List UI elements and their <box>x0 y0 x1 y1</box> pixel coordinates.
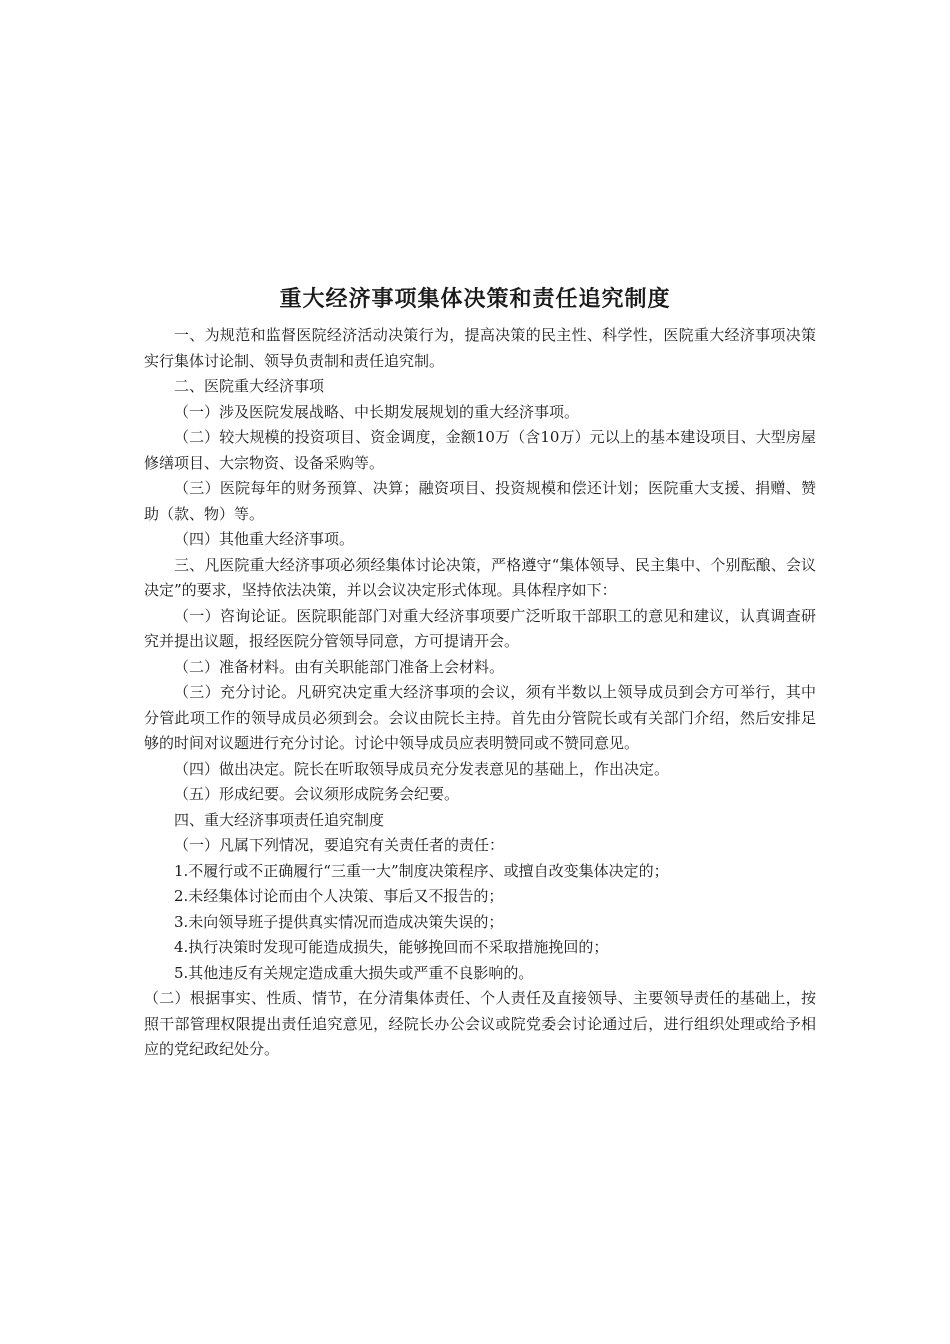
document-body <box>144 323 816 1063</box>
paragraph: （二）根据事实、性质、情节，在分清集体责任、个人责任及直接领导、主要领导责任的基础上，按照干部管理权限提出责任追究意见，经院长办公会议或院党委会讨论通过后，进行组织处理或给予相应的党纪政纪处分。 <box>144 989 816 1058</box>
paragraph: （四）做出决定。院长在听取领导成员充分发表意见的基础上，作出决定。 <box>174 759 670 778</box>
paragraph: （五）形成纪要。会议须形成院务会纪要。 <box>174 785 460 803</box>
paragraph: （二）较大规模的投资项目、资金调度，金额10万（含10万）元以上的基本建设项目、大型房屋修缮项目、大宗物资、设备采购等。 <box>144 428 816 472</box>
paragraph: 2.未经集体讨论而由个人决策、事后又不报告的； <box>174 887 504 905</box>
paragraph: 三、凡医院重大经济事项必须经集体讨论决策，严格遵守“集体领导、民主集中、个别酝酿、会议决定”的要求，坚持依法决策，并以会议决定形式体现。具体程序如下： <box>144 555 816 599</box>
paragraph: 4.执行决策时发现可能造成损失，能够挽回而不采取措施挽回的； <box>174 938 609 956</box>
paragraph: 四、重大经济事项责任追究制度 <box>174 810 385 829</box>
paragraph: （一）凡属下列情况，要追究有关责任者的责任： <box>174 836 505 854</box>
paragraph: 5.其他违反有关规定造成重大损失或严重不良影响的。 <box>174 963 534 982</box>
paragraph: 二、医院重大经济事项 <box>174 377 325 395</box>
paragraph: （一）咨询论证。医院职能部门对重大经济事项要广泛听取干部职工的意见和建议，认真调查研究并提出议题，报经医院分管领导同意，方可提请开会。 <box>144 606 816 650</box>
paragraph: （二）准备材料。由有关职能部门准备上会材料。 <box>174 657 505 676</box>
paragraph: 一、为规范和监督医院经济活动决策行为，提高决策的民主性、科学性，医院重大经济事项决策实行集体讨论制、领导负责制和责任追究制。 <box>144 326 816 370</box>
paragraph: （一）涉及医院发展战略、中长期发展规划的重大经济事项。 <box>174 402 580 421</box>
paragraph: （四）其他重大经济事项。 <box>174 530 355 548</box>
paragraph: 3.未向领导班子提供真实情况而造成决策失误的； <box>174 912 504 931</box>
document-title: 重大经济事项集体决策和责任追究制度 <box>279 287 671 312</box>
paragraph: （三）充分讨论。凡研究决定重大经济事项的会议，须有半数以上领导成员到会方可举行，其中分管此项工作的领导成员必须到会。会议由院长主持。首先由分管院长或有关部门介绍，然后安排足够的时间对议题进行充分讨论。讨论中领导成员应表明赞同或不赞同意见。 <box>144 683 816 752</box>
paragraph: （三）医院每年的财务预算、决算；融资项目、投资规模和偿还计划；医院重大支援、捐赠、赞助（款、物）等。 <box>144 479 816 523</box>
paragraph: 1.不履行或不正确履行“三重一大”制度决策程序、或擅自改变集体决定的； <box>174 861 669 880</box>
